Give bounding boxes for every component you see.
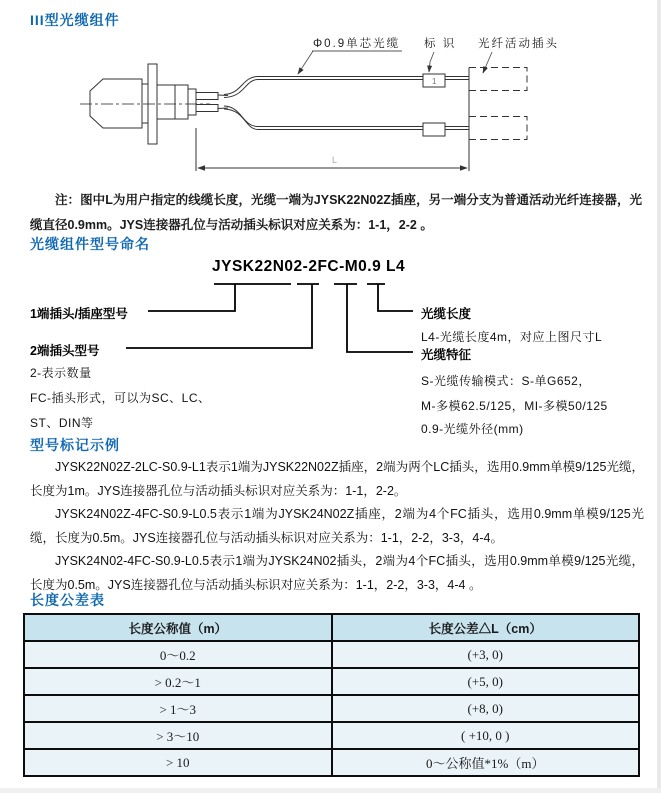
page-bottom-edge: [0, 788, 661, 793]
connector-body: [90, 64, 228, 144]
dimension-L: [196, 68, 469, 172]
fiber-plug-box-2: [469, 117, 527, 140]
tolerance-heading: 长度公差表: [30, 592, 105, 608]
marker-1-number: 1: [432, 77, 437, 86]
feature-note-multimode: M-多模62.5/125，MI-多模50/125: [421, 399, 608, 413]
model-number: JYSK22N02-2FC-M0.9 L4: [212, 258, 406, 275]
page-title: III型光缆组件: [30, 12, 120, 28]
end2-note-plugform2: ST、DIN等: [30, 416, 94, 430]
naming-heading: 光缆组件型号命名: [30, 236, 150, 252]
page-right-edge: [657, 0, 661, 793]
example-paragraph-1: JYSK22N02Z-2LC-S0.9-L1表示1端为JYSK22N02Z插座，2端为两个LC插头，选用0.9mm单模9/125光缆，长度为1m。JYS连接器孔位与活动插头标识对应关系为：1-1，2-2。: [30, 460, 644, 498]
example-paragraph-2: JYSK24N02Z-4FC-S0.9-L0.5表示1端为JYSK24N02Z插座，2端为4个FC插头，选用0.9mm单模9/125光缆，长度为0.5m。JYS连接器孔位与活动插头标识对应关系为：1-1，2-2，3-3，4-4。: [30, 507, 644, 545]
nominal-value: > 3～10: [24, 722, 332, 749]
end2-note-plugform: FC-插头形式，可以为SC、LC、: [30, 391, 211, 405]
dimension-label: L: [332, 155, 338, 165]
end1-label: 1端插头/插座型号: [30, 307, 128, 321]
marker-box-2: [423, 123, 445, 136]
plug-callout-label: 光纤活动插头: [478, 38, 559, 50]
table-row: [24, 749, 639, 776]
nominal-value: > 1～3: [24, 695, 332, 722]
length-note: L4-光缆长度4m，对应上图尺寸L: [421, 330, 603, 344]
end2-label: 2端插头型号: [30, 344, 100, 358]
marker-box-1: [423, 74, 445, 87]
tolerance-value: ( +10, 0 ): [332, 722, 640, 749]
feature-label: 光缆特征: [421, 348, 472, 362]
nominal-value: > 10: [24, 749, 332, 776]
end2-note-quantity: 2-表示数量: [30, 366, 92, 380]
note-paragraph: 注：图中L为用户指定的线缆长度，光缆一端为JYSK22N02Z插座，另一端分支为普通活动光纤连接器，光缆直径0.9mm。JYS连接器孔位与活动插头标识对应关系为：1-1，2-2 。: [30, 193, 642, 232]
example-paragraph-3: JYSK24N02-4FC-S0.9-L0.5表示1端为JYSK24N02插头，2端为4个FC插头，选用0.9mm单模9/125光缆，长度为0.5m。JYS连接器孔位与活动插头标识对应关系为：1-1，2-2，3-3，4-4 。: [30, 554, 644, 592]
cable-branch-top: [224, 68, 527, 98]
table-row: [24, 695, 639, 722]
tolerance-value: 0～公称值*1%（m）: [332, 749, 640, 776]
fiber-plug-box-1: [469, 68, 527, 91]
table-row: [24, 641, 639, 668]
nominal-value: 0～0.2: [24, 641, 332, 668]
column-header-tolerance: 长度公差△L（cm）: [332, 614, 640, 641]
table-header-row: [24, 614, 639, 641]
cable-leader-line: [298, 51, 313, 74]
column-header-nominal: 长度公称值（m）: [24, 614, 332, 641]
cable-callout-label: Φ0.9单芯光缆: [313, 38, 401, 50]
tolerance-value: (+5, 0): [332, 668, 640, 695]
marking-leader-line: [429, 52, 434, 72]
table-row: [24, 722, 639, 749]
feature-note-diameter: 0.9-光缆外径(mm): [421, 422, 524, 436]
tolerance-value: (+8, 0): [332, 695, 640, 722]
marking-callout-label: 标 识: [424, 38, 457, 50]
plug-leader-line: [483, 52, 492, 73]
nominal-value: > 0.2～1: [24, 668, 332, 695]
tolerance-value: (+3, 0): [332, 641, 640, 668]
table-row: [24, 668, 639, 695]
length-label: 光缆长度: [421, 307, 472, 321]
examples-heading: 型号标记示例: [30, 437, 120, 453]
feature-note-mode: S-光缆传输模式：S-单G652，: [421, 374, 591, 388]
length-tolerance-table: [23, 613, 640, 777]
cable-branch-bottom: [224, 106, 527, 140]
